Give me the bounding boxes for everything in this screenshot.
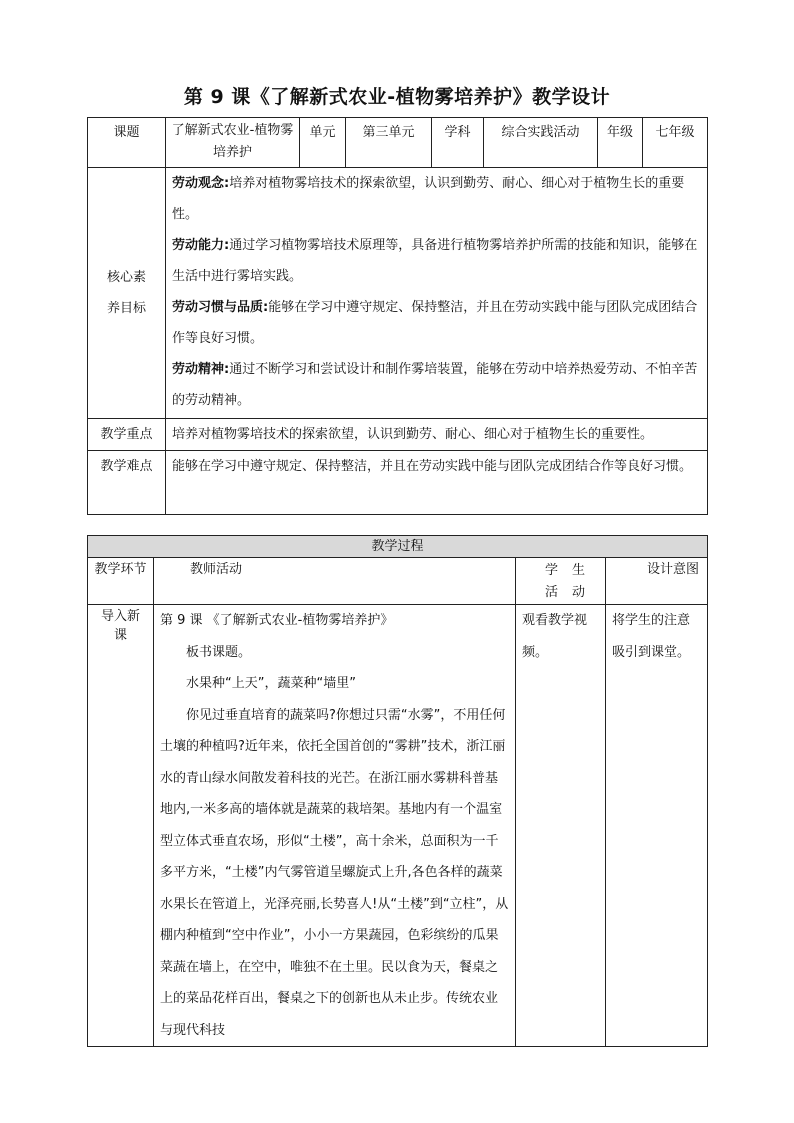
label-grade: 年级 (598, 118, 643, 168)
difficulty-label: 教学难点 (88, 451, 166, 515)
core-item-text: 能够在学习中遵守规定、保持整洁，并且在劳动实践中能与团队完成团结合作等良好习惯。 (172, 300, 698, 346)
core-item-text: 培养对植物雾培技术的探索欲望，认识到勤劳、耐心、细心对于植物生长的重要性。 (172, 176, 685, 222)
core-item (172, 168, 701, 230)
core-label (88, 168, 166, 419)
col-stage: 教学环节 (88, 558, 154, 605)
unit-value: 第三单元 (346, 118, 432, 168)
teacher-paragraph: 板书课题。 (186, 644, 252, 660)
teacher-lesson-title: 第 9 课 《了解新式农业-植物雾培养护》 (160, 613, 394, 628)
lesson-info-table (87, 117, 708, 515)
core-item-head: 劳动观念: (172, 176, 230, 191)
subject-value: 了解新式农业-植物雾培养护 (166, 118, 300, 168)
stage-intro: 导入新课 (88, 605, 154, 1047)
core-item (172, 354, 701, 416)
core-content (166, 168, 708, 419)
core-label-line1: 核心素 (106, 270, 146, 285)
focus-text: 培养对植物雾培技术的探索欲望，认识到勤劳、耐心、细心对于植物生长的重要性。 (166, 419, 708, 451)
core-label-line2: 养目标 (106, 301, 146, 316)
page-title: 第 9 课《了解新式农业-植物雾培养护》教学设计 (183, 86, 611, 108)
difficulty-text: 能够在学习中遵守规定、保持整洁，并且在劳动实践中能与团队完成团结合作等良好习惯。 (166, 451, 708, 515)
teaching-process-table (87, 535, 708, 1047)
core-item-text: 通过学习植物雾培技术原理等，具备进行植物雾培养护所需的技能和知识，能够在生活中进行雾培实践。 (172, 238, 698, 284)
core-item-text: 通过不断学习和尝试设计和制作雾培装置，能够在劳动中培养热爱劳动、不怕辛苦的劳动精神。 (172, 362, 698, 408)
focus-label: 教学重点 (88, 419, 166, 451)
core-item-head: 劳动习惯与品质: (172, 300, 269, 315)
design-intent: 将学生的注意吸引到课堂。 (606, 605, 708, 1047)
teacher-activity (154, 605, 516, 1047)
core-item (172, 292, 701, 354)
core-item-head: 劳动精神: (172, 362, 230, 377)
discipline-value: 综合实践活动 (484, 118, 598, 168)
col-intent: 设计意图 (606, 558, 708, 605)
process-header: 教学过程 (88, 536, 708, 558)
col-teacher: 教师活动 (154, 558, 516, 605)
label-unit: 单元 (300, 118, 346, 168)
core-item (172, 230, 701, 292)
student-activity: 观看教学视频。 (516, 605, 606, 1047)
label-discipline: 学科 (432, 118, 484, 168)
teacher-paragraph: 水果种“上天”，蔬菜种“墙里” (186, 676, 356, 691)
core-item-head: 劳动能力: (172, 238, 230, 253)
grade-value: 七年级 (643, 118, 708, 168)
col-student: 学生活动 (516, 558, 606, 605)
label-subject: 课题 (88, 118, 166, 168)
teacher-paragraph: 你见过垂直培育的蔬菜吗?你想过只需“水雾”，不用任何土壤的种植吗?近年来，依托全国首创的“雾耕”技术，浙江丽水的青山绿水间散发着科技的光芒。在浙江丽水雾耕科普基地内,一米多高的墙体就是蔬菜的栽培架。基地内有一个温室型立体式垂直农场，形似“土楼”，高十余米，总面积为一千多平方米，“土楼”内气雾管道呈螺旋式上升,各色各样的蔬菜水果长在管道上，光泽亮丽,长势喜人!从“土楼”到“立柱”，从棚内种植到“空中作业”，小小一方果蔬园，色彩缤纷的瓜果菜蔬在墙上，在空中，唯独不在土里。民以食为天，餐桌之上的菜品花样百出，餐桌之下的创新也从未止步。传统农业与现代科技 (160, 707, 509, 1038)
